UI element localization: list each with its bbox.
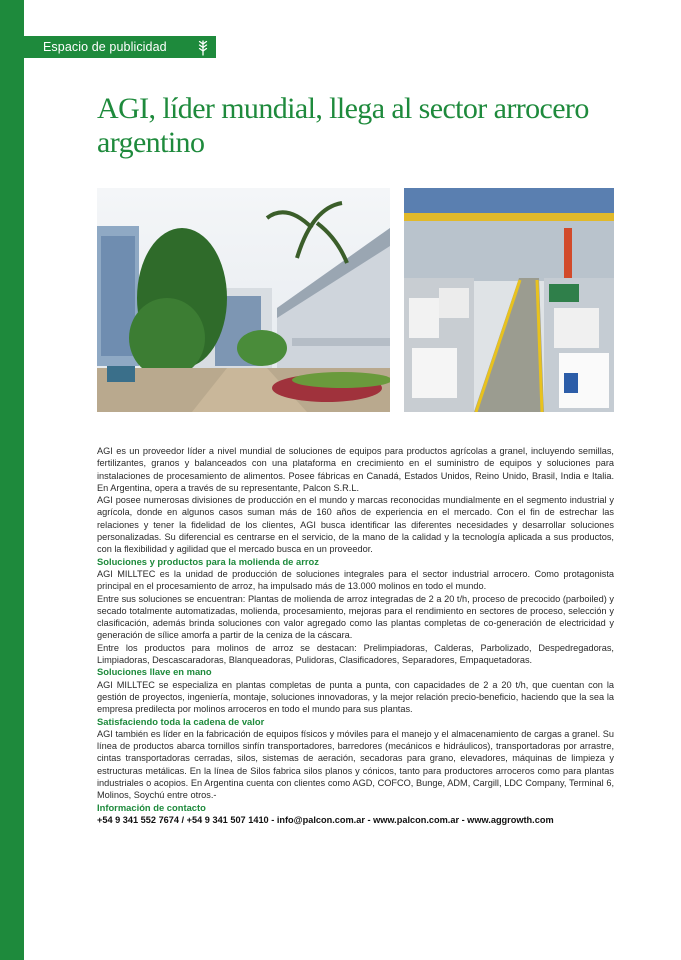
section-paragraph: AGI MILLTEC se especializa en plantas completas de punta a punta, con capacidades de 2 a 20 t/h, que cuentan con la gestión de proyectos, ingeniería, montaje, soluciones innovadoras, y la mejor relación precio-beneficio, haciendo que la sea la empresa predilecta por molinos arroceros en todo el mundo para sus plantas. (97, 679, 614, 715)
advertising-tag (24, 36, 216, 58)
left-green-bar (0, 0, 24, 960)
section-heading-contact: Información de contacto (97, 801, 206, 813)
contact-line: +54 9 341 552 7674 / +54 9 341 507 1410 - info@palcon.com.ar - www.palcon.com.ar - www.aggrowth.com (97, 814, 554, 825)
building-photo (97, 188, 390, 412)
section-heading-milling: Soluciones y productos para la molienda de arroz (97, 555, 319, 567)
intro-paragraph-1: AGI es un proveedor líder a nivel mundial de soluciones de equipos para productos agrícolas a granel, incluyendo semillas, fertilizantes, granos y balanceados con una plataforma en crecimiento en el suministro de equipos y soluciones para instalaciones de procesamiento de alimentos. Posee fábricas en Canadá, Estados Unidos, Reino Unido, Brasil, India e Italia. En Argentina, opera a través de su representante, Palcon S.R.L. (97, 446, 614, 493)
section-paragraph: Entre sus soluciones se encuentran: Plantas de molienda de arroz integradas de 2 a 20 t/h, proceso de precocido (parboiled) y secado totalmente automatizadas, molienda, procesamiento, mejoras para el rendimiento en sectores de proceso, selección y clasificación, además brinda soluciones con valor agregado como las plantas completas de co-generación de electricidad y generación de sílice amorfa a partir de la ceniza de la cáscara. (97, 593, 614, 641)
section-heading-turnkey: Soluciones llave en mano (97, 666, 212, 678)
advertising-tag-label: Espacio de publicidad (43, 40, 167, 54)
article-title: AGI, líder mundial, llega al sector arrocero argentino (97, 92, 589, 159)
section-paragraph: AGI también es líder en la fabricación de equipos físicos y móviles para el manejo y el almacenamiento de cargas a granel. Su línea de productos abarca tornillos sinfín transportadores, barredores (mecánicos e hidráulicos), transportadoras por arrastre, cintas transportadoras cerradas, silos, sistemas de aeración, secadoras para grano, elevadores, máquinas de limpieza y estructuras metálicas. En la línea de Silos fabrica silos planos y cónicos, tanto para productores arroceros como para plantas industriales o acopios. En Argentina cuenta con clientes como AGD, COFCO, Bunge, ADM, Cargill, LDC Company, Terminal 6, Molinos, Soychú entre otros.- (97, 728, 614, 801)
wheat-icon (196, 38, 210, 56)
section-paragraph: AGI MILLTEC es la unidad de producción de soluciones integrales para el sector industrial arrocero. Como protagonista principal en el procesamiento de arroz, ha impulsado más de 13.000 molinos en todo el mundo. (97, 568, 614, 592)
section-heading-value-chain: Satisfaciendo toda la cadena de valor (97, 715, 265, 727)
intro-paragraph-2: AGI posee numerosas divisiones de producción en el mundo y marcas reconocidas mundialmente en el segmento industrial y agrícola, donde en algunos casos suman más de 160 años de experiencia en el mercado. Con el fin de estrechar las relaciones y tener la fidelidad de los clientes, AGI busca identificar las diferentes necesidades y desarrollar soluciones personalizadas. Su diferencial es centrarse en el servicio, de la mano de la calidad y la tecnología aplicada a sus productos, con la flexibilidad y agilidad que el mercado busca en un proveedor. (97, 495, 614, 555)
section-paragraph: Entre los productos para molinos de arroz se destacan: Prelimpiadoras, Calderas, Parbolizado, Despedregadoras, Limpiadoras, Descascaradoras, Blanqueadoras, Pulidoras, Clasificadores, Separadores, Empaquetadoras. (97, 642, 614, 666)
article-body (97, 445, 614, 826)
factory-interior-photo (404, 188, 614, 412)
